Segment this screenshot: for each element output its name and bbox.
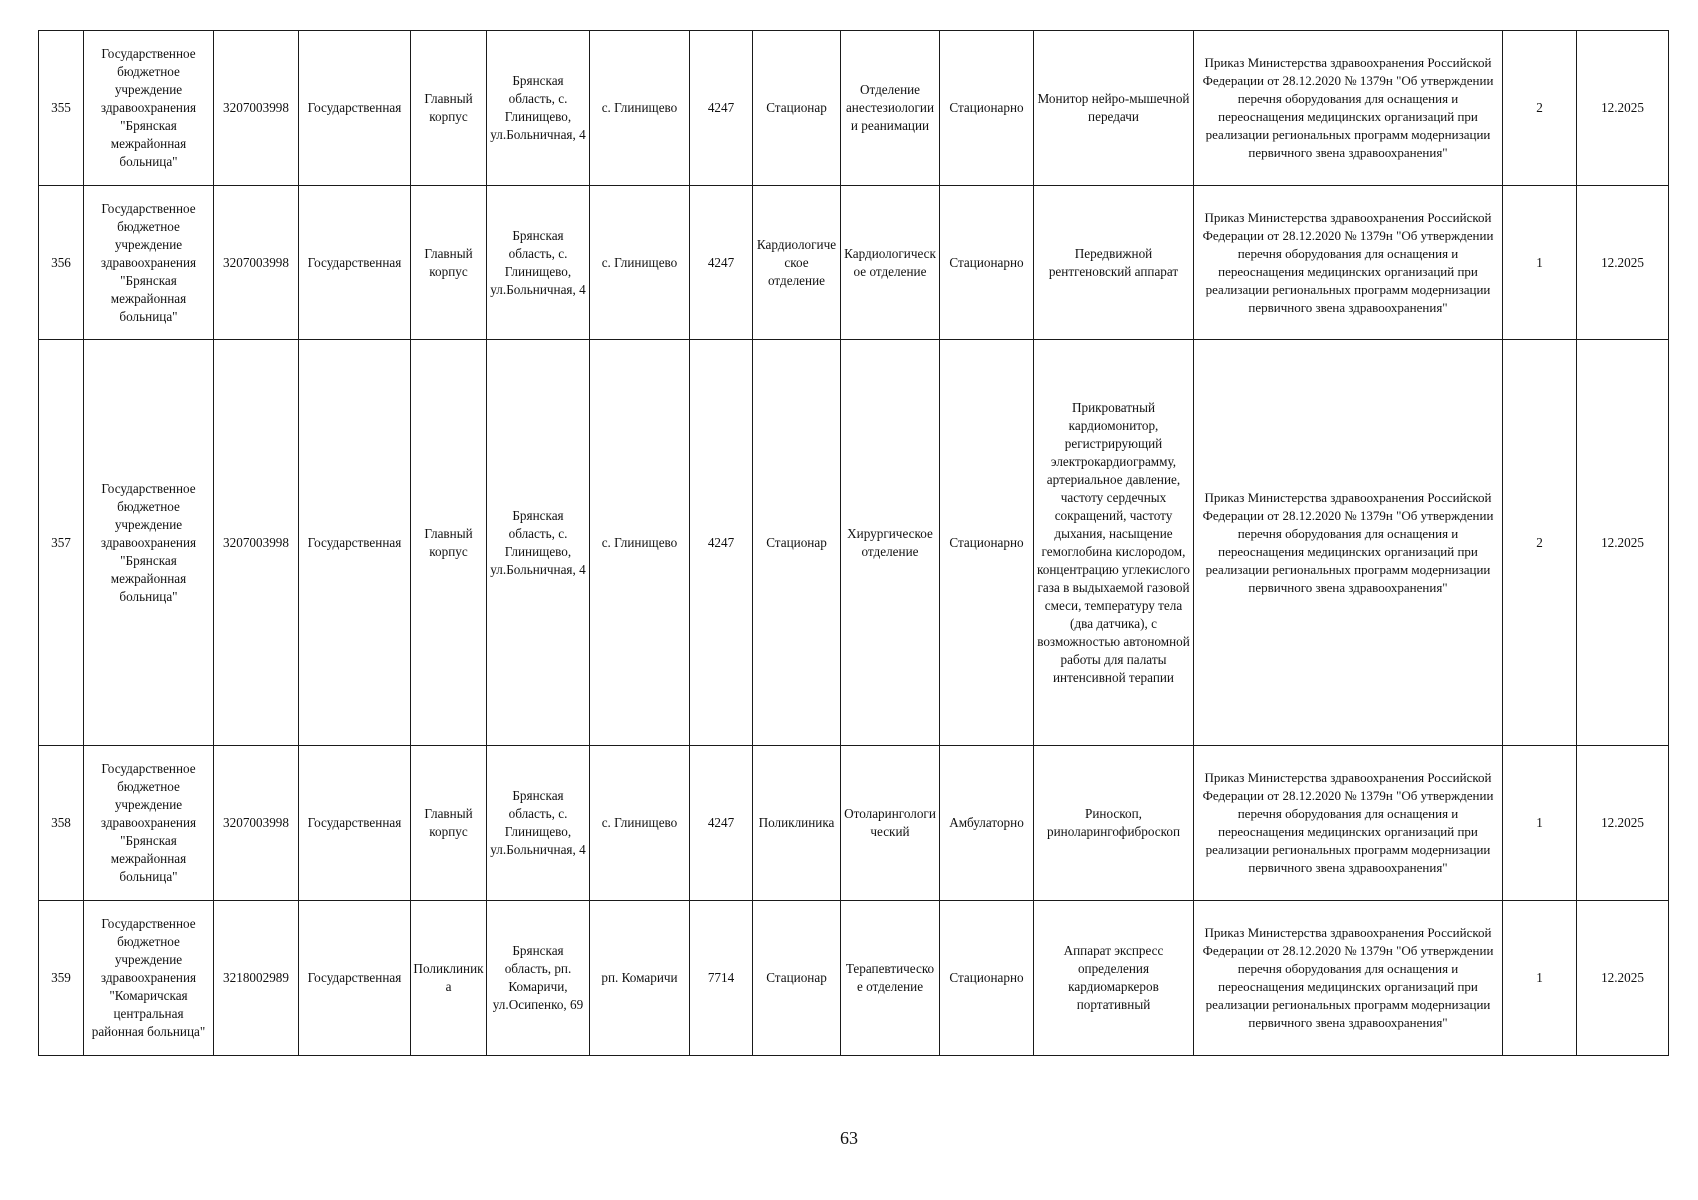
department-cell: Хирургическое отделение xyxy=(841,340,940,746)
care-form-cell: Стационарно xyxy=(940,340,1034,746)
row-number: 359 xyxy=(39,901,84,1056)
institution-name: Государственное бюджетное учреждение здравоохранения "Брянская межрайонная больница" xyxy=(84,31,214,186)
settlement-cell: с. Глинищево xyxy=(590,186,690,340)
quantity-cell: 2 xyxy=(1503,31,1577,186)
code-cell: 4247 xyxy=(690,340,753,746)
equipment-registry-table xyxy=(38,30,1669,1056)
date-cell: 12.2025 xyxy=(1577,901,1669,1056)
address-cell: Брянская область, рп. Комаричи, ул.Осипенко, 69 xyxy=(487,901,590,1056)
row-number: 357 xyxy=(39,340,84,746)
date-cell: 12.2025 xyxy=(1577,31,1669,186)
institution-name: Государственное бюджетное учреждение здравоохранения "Брянская межрайонная больница" xyxy=(84,340,214,746)
inn-cell: 3207003998 xyxy=(214,340,299,746)
department-cell: Отоларингологический xyxy=(841,746,940,901)
ownership-cell: Государственная xyxy=(299,340,411,746)
ownership-cell: Государственная xyxy=(299,186,411,340)
building-cell: Главный корпус xyxy=(411,186,487,340)
settlement-cell: с. Глинищево xyxy=(590,31,690,186)
equipment-cell: Передвижной рентгеновский аппарат xyxy=(1034,186,1194,340)
date-cell: 12.2025 xyxy=(1577,186,1669,340)
unit-type-cell: Стационар xyxy=(753,340,841,746)
building-cell: Главный корпус xyxy=(411,31,487,186)
quantity-cell: 1 xyxy=(1503,186,1577,340)
code-cell: 7714 xyxy=(690,901,753,1056)
address-cell: Брянская область, с. Глинищево, ул.Больничная, 4 xyxy=(487,746,590,901)
inn-cell: 3207003998 xyxy=(214,31,299,186)
care-form-cell: Стационарно xyxy=(940,31,1034,186)
unit-type-cell: Кардиологическое отделение xyxy=(753,186,841,340)
legal-basis-cell: Приказ Министерства здравоохранения Российской Федерации от 28.12.2020 № 1379н "Об утверждении перечня оборудования для оснащения и переоснащения медицинских организаций при реализации региональных программ модернизации первичного звена здравоохранения" xyxy=(1194,31,1503,186)
ownership-cell: Государственная xyxy=(299,31,411,186)
registry-body xyxy=(39,31,1669,1056)
equipment-cell: Аппарат экспресс определения кардиомаркеров портативный xyxy=(1034,901,1194,1056)
date-cell: 12.2025 xyxy=(1577,746,1669,901)
inn-cell: 3207003998 xyxy=(214,186,299,340)
unit-type-cell: Поликлиника xyxy=(753,746,841,901)
equipment-cell: Монитор нейро-мышечной передачи xyxy=(1034,31,1194,186)
row-number: 356 xyxy=(39,186,84,340)
ownership-cell: Государственная xyxy=(299,746,411,901)
department-cell: Отделение анестезиологии и реанимации xyxy=(841,31,940,186)
care-form-cell: Амбулаторно xyxy=(940,746,1034,901)
legal-basis-cell: Приказ Министерства здравоохранения Российской Федерации от 28.12.2020 № 1379н "Об утверждении перечня оборудования для оснащения и переоснащения медицинских организаций при реализации региональных программ модернизации первичного звена здравоохранения" xyxy=(1194,186,1503,340)
department-cell: Кардиологическое отделение xyxy=(841,186,940,340)
row-number: 355 xyxy=(39,31,84,186)
date-cell: 12.2025 xyxy=(1577,340,1669,746)
unit-type-cell: Стационар xyxy=(753,31,841,186)
quantity-cell: 1 xyxy=(1503,746,1577,901)
quantity-cell: 1 xyxy=(1503,901,1577,1056)
settlement-cell: с. Глинищево xyxy=(590,746,690,901)
building-cell: Главный корпус xyxy=(411,340,487,746)
table-row xyxy=(39,186,1669,340)
building-cell: Главный корпус xyxy=(411,746,487,901)
settlement-cell: с. Глинищево xyxy=(590,340,690,746)
equipment-cell: Прикроватный кардиомонитор, регистрирующий электрокардиограмму, артериальное давление, частоту сердечных сокращений, частоту дыхания, насыщение гемоглобина кислородом, концентрацию углекислого газа в выдыхаемой газовой смеси, температуру тела (два датчика), с возможностью автономной работы для палаты интенсивной терапии xyxy=(1034,340,1194,746)
legal-basis-cell: Приказ Министерства здравоохранения Российской Федерации от 28.12.2020 № 1379н "Об утверждении перечня оборудования для оснащения и переоснащения медицинских организаций при реализации региональных программ модернизации первичного звена здравоохранения" xyxy=(1194,340,1503,746)
row-number: 358 xyxy=(39,746,84,901)
unit-type-cell: Стационар xyxy=(753,901,841,1056)
code-cell: 4247 xyxy=(690,31,753,186)
address-cell: Брянская область, с. Глинищево, ул.Больничная, 4 xyxy=(487,340,590,746)
table-row xyxy=(39,340,1669,746)
institution-name: Государственное бюджетное учреждение здравоохранения "Брянская межрайонная больница" xyxy=(84,746,214,901)
table-row xyxy=(39,901,1669,1056)
legal-basis-cell: Приказ Министерства здравоохранения Российской Федерации от 28.12.2020 № 1379н "Об утверждении перечня оборудования для оснащения и переоснащения медицинских организаций при реализации региональных программ модернизации первичного звена здравоохранения" xyxy=(1194,746,1503,901)
inn-cell: 3207003998 xyxy=(214,746,299,901)
care-form-cell: Стационарно xyxy=(940,186,1034,340)
department-cell: Терапевтическое отделение xyxy=(841,901,940,1056)
page-number: 63 xyxy=(840,1128,858,1148)
equipment-cell: Риноскоп, риноларингофиброскоп xyxy=(1034,746,1194,901)
care-form-cell: Стационарно xyxy=(940,901,1034,1056)
table-row xyxy=(39,31,1669,186)
quantity-cell: 2 xyxy=(1503,340,1577,746)
code-cell: 4247 xyxy=(690,746,753,901)
legal-basis-cell: Приказ Министерства здравоохранения Российской Федерации от 28.12.2020 № 1379н "Об утверждении перечня оборудования для оснащения и переоснащения медицинских организаций при реализации региональных программ модернизации первичного звена здравоохранения" xyxy=(1194,901,1503,1056)
address-cell: Брянская область, с. Глинищево, ул.Больничная, 4 xyxy=(487,186,590,340)
institution-name: Государственное бюджетное учреждение здравоохранения "Комаричская центральная районная больница" xyxy=(84,901,214,1056)
building-cell: Поликлиника xyxy=(411,901,487,1056)
ownership-cell: Государственная xyxy=(299,901,411,1056)
address-cell: Брянская область, с. Глинищево, ул.Больничная, 4 xyxy=(487,31,590,186)
code-cell: 4247 xyxy=(690,186,753,340)
table-row xyxy=(39,746,1669,901)
inn-cell: 3218002989 xyxy=(214,901,299,1056)
institution-name: Государственное бюджетное учреждение здравоохранения "Брянская межрайонная больница" xyxy=(84,186,214,340)
settlement-cell: рп. Комаричи xyxy=(590,901,690,1056)
